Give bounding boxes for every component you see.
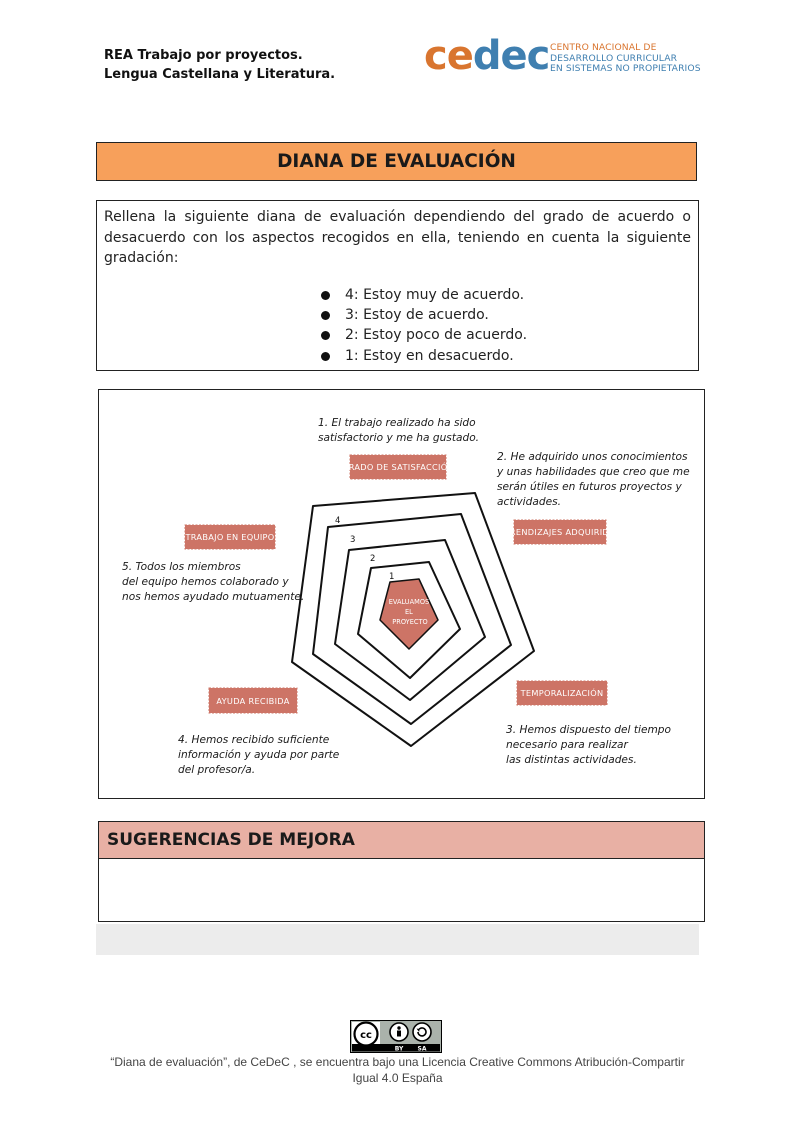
axis-4-statement: 4. Hemos recibido suficiente información y ayuda por parte del profesor/a. [178, 734, 340, 776]
axis-2-statement: 2. He adquirido unos conocimientos y unas habilidades que creo que me serán útiles en futuros proyectos y actividades. [497, 451, 690, 508]
center-label: EVALUAMOS EL PROYECTO [388, 598, 430, 626]
scale-item-1: 1: Estoy en desacuerdo. [321, 346, 527, 366]
svg-text:APRENDIZAJES ADQUIRIDOS: APRENDIZAJES ADQUIRIDOS [498, 527, 622, 537]
svg-text:GRADO DE SATISFACCIÓN: GRADO DE SATISFACCIÓN [342, 462, 454, 472]
cedec-logo-text: CENTRO NACIONAL DE DESARROLLO CURRICULAR EN SISTEMAS NO PROPIETARIOS [550, 42, 701, 74]
suggestions-header [98, 821, 705, 859]
ring-number-3: 3 [350, 535, 356, 545]
svg-text:BY: BY [394, 1045, 404, 1053]
header-subject-line: Lengua Castellana y Literatura. [104, 67, 336, 82]
suggestions-title: SUGERENCIAS DE MEJORA [107, 830, 355, 850]
cedec-logo-word: cedec [424, 33, 550, 79]
suggestions-field[interactable] [98, 858, 705, 922]
license-line-1: “Diana de evaluación”, de CeDeC , se encuentra bajo una Licencia Creative Commons Atribución-Compartir [110, 1055, 685, 1069]
scale-item-4: 4: Estoy muy de acuerdo. [321, 285, 527, 305]
axis-3-statement: 3. Hemos dispuesto del tiempo necesario para realizar las distintas actividades. [506, 724, 672, 766]
svg-text:TRABAJO EN EQUIPO: TRABAJO EN EQUIPO [185, 532, 275, 542]
title-banner [96, 142, 697, 181]
axis-3-tag [517, 681, 607, 705]
ring-number-2: 2 [370, 554, 376, 564]
cc-by-sa-badge [350, 1020, 442, 1053]
svg-text:cc: cc [360, 1030, 372, 1041]
cedec-logo [424, 33, 714, 84]
svg-text:TEMPORALIZACIÓN: TEMPORALIZACIÓN [520, 688, 604, 698]
axis-2-tag [499, 520, 622, 544]
license-line-2: Igual 4.0 España [352, 1071, 443, 1085]
ring-number-1: 1 [389, 572, 395, 582]
instructions-box [96, 200, 699, 371]
page-title: DIANA DE EVALUACIÓN [277, 151, 516, 172]
axis-5-tag [184, 525, 275, 549]
header-course-line: REA Trabajo por proyectos. [104, 48, 303, 63]
grey-band [96, 924, 699, 955]
svg-text:SA: SA [417, 1045, 427, 1053]
svg-text:AYUDA RECIBIDA: AYUDA RECIBIDA [216, 696, 290, 706]
target-diagram [99, 390, 706, 800]
scale-item-2: 2: Estoy poco de acuerdo. [321, 325, 527, 345]
share-alike-icon [413, 1023, 431, 1041]
license-footer [96, 1054, 699, 1086]
instructions-text: Rellena la siguiente diana de evaluación dependiendo del grado de acuerdo o desacuerdo con los aspectos recogidos en ella, teniendo en cuenta la siguiente gradación: [104, 209, 691, 266]
target-diagram-box [98, 389, 705, 799]
axis-1-tag [342, 455, 454, 479]
scale-item-3: 3: Estoy de acuerdo. [321, 305, 527, 325]
axis-1-statement: 1. El trabajo realizado ha sido satisfactorio y me ha gustado. [318, 417, 480, 444]
rating-scale-list [321, 285, 527, 366]
axis-4-tag [209, 688, 297, 713]
axis-5-statement: 5. Todos los miembros del equipo hemos colaborado y nos hemos ayudado mutuamente. [122, 561, 305, 603]
document-header [104, 46, 335, 84]
ring-number-4: 4 [335, 516, 341, 526]
